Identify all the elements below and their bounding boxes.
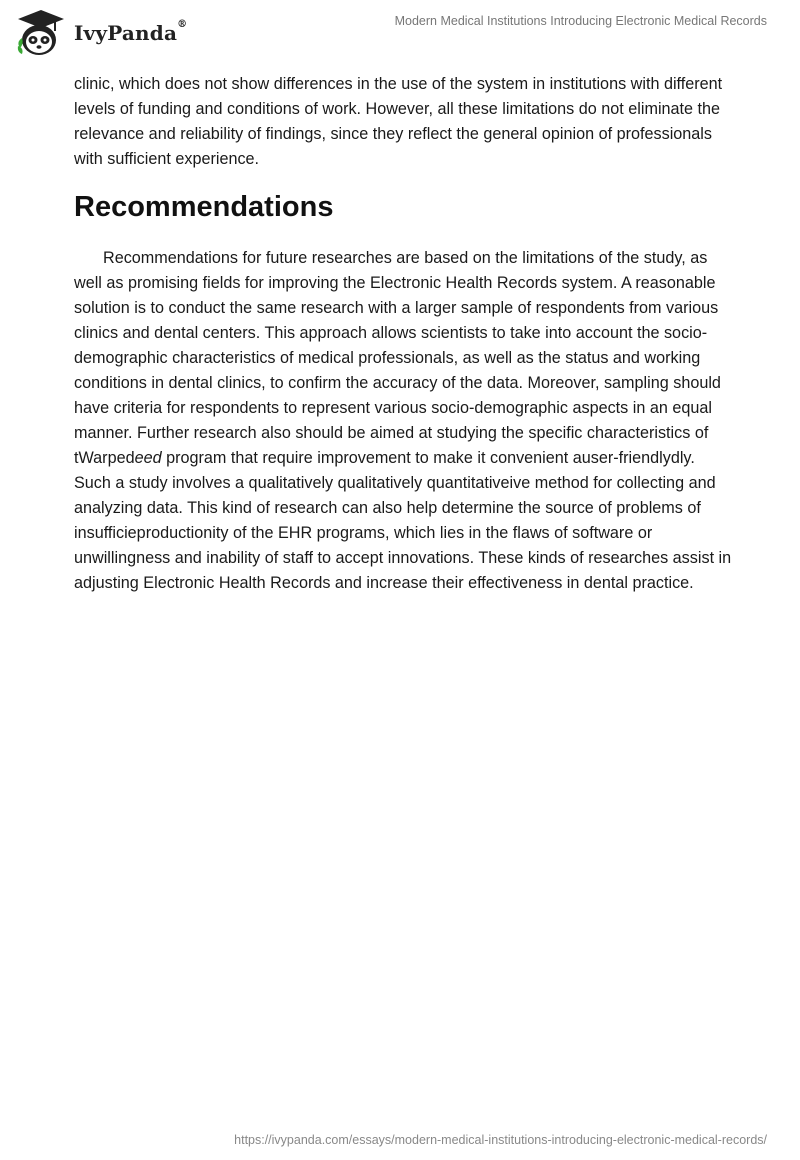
ivypanda-logo[interactable] <box>14 8 187 58</box>
footer-url[interactable]: https://ivypanda.com/essays/modern-medical-institutions-introducing-electronic-medical-records/ <box>234 1133 767 1147</box>
recommendations-paragraph <box>74 246 734 596</box>
panda-graduate-icon <box>14 8 68 58</box>
section-heading: Recommendations <box>74 191 334 223</box>
document-title: Modern Medical Institutions Introducing Electronic Medical Records <box>394 14 767 28</box>
logo-wordmark: IvyPanda® <box>74 19 188 45</box>
recommendations-text-part1: Recommendations for future researches are based on the limitations of the study, as well as promising fields for improving the Electronic Health Records system. A reasonable solution is to conduct the same research with a larger sample of respondents from various clinics and dental centers. This approach allows scientists to take into account the socio-demographic characteristics of medical professionals, as well as the status and working conditions in dental clinics, to confirm the accuracy of the data. Moreover, sampling should have criteria for respondents to represent various socio-demographic aspects in an equal manner. Further research also should be aimed at studying the specific characteristics of tWarped <box>74 249 721 467</box>
recommendations-italic-fragment: eed <box>134 449 162 467</box>
page-header <box>0 0 800 70</box>
recommendations-text-part2: program that require improvement to make it convenient auser-friendlydly. Such a study involves a qualitatively qualitatively quantitativeive method for collecting and analyzing data. This kind of research can also help determine the source of problems of insufficieproductionity of the EHR programs, which lies in the flaws of software or unwillingness and inability of staff to accept innovations. These kinds of researches assist in adjusting Electronic Health Records and increase their effectiveness in dental practice. <box>74 449 732 592</box>
essay-content <box>74 72 734 596</box>
intro-paragraph: clinic, which does not show differences in the use of the system in institutions with different levels of funding and conditions of work. However, all these limitations do not eliminate the relevance and reliability of findings, since they reflect the general opinion of professionals with sufficient experience. <box>74 75 723 168</box>
